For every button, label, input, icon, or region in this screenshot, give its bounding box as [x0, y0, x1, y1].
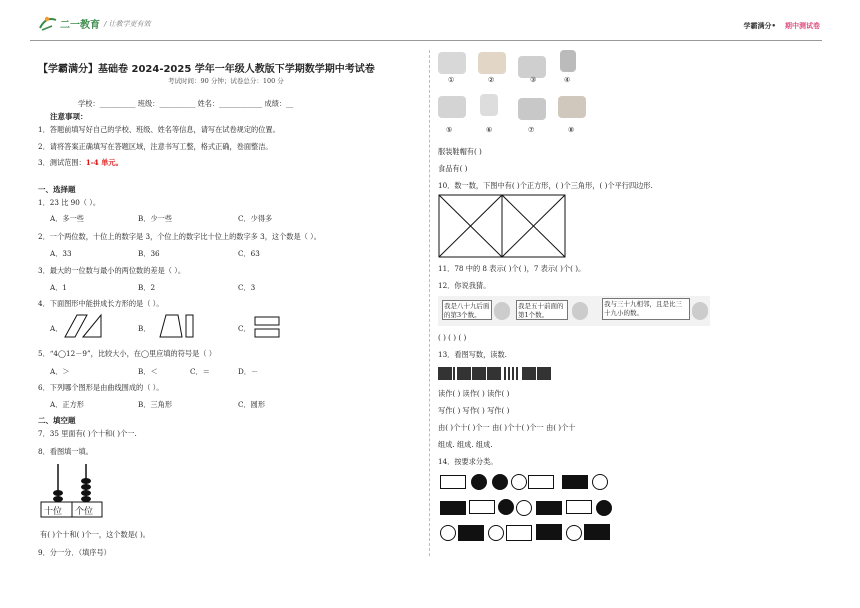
question-8: 8．看图填一填。: [38, 447, 93, 456]
brand-label: 学霸满分•: [743, 22, 776, 30]
speech-bubble: 我是五十前面的第1个数。: [516, 300, 568, 320]
circle-outline-icon: [488, 525, 504, 541]
notes-title: 注意事项：: [50, 112, 88, 121]
rectangle-outline-icon: [566, 500, 592, 514]
note-item: 2．请将答案正确填写在答题区域，注意书写工整，格式正确，卷面整洁。: [38, 142, 273, 151]
read-row: 读作( ) 读作( ) 读作( ): [438, 389, 510, 398]
rectangle-filled-icon: [458, 525, 484, 541]
option-b[interactable]: B．: [138, 324, 151, 333]
item-number: ⑤: [446, 126, 453, 134]
items-picture: [438, 50, 590, 142]
item-number: ③: [530, 76, 537, 84]
option-a[interactable]: A．＞: [50, 367, 70, 376]
option-b[interactable]: B．2: [138, 283, 156, 292]
student-fields[interactable]: 学校：__________ 班级：__________ 姓名：____________ 成绩：__: [78, 99, 294, 108]
circle-outline-icon: [516, 500, 532, 516]
option-c[interactable]: C．圆形: [238, 400, 266, 409]
option-a[interactable]: A．: [50, 324, 63, 333]
option-c[interactable]: C．＝: [190, 367, 210, 376]
animal-icon: [572, 302, 588, 320]
item-number: ⑧: [568, 126, 575, 134]
squares-triangles-figure: [438, 194, 568, 258]
section-title: 二、填空题: [38, 416, 76, 425]
option-b[interactable]: B．＜: [138, 367, 158, 376]
item-number: ①: [448, 76, 455, 84]
abacus-label-ones: 个位: [75, 507, 94, 517]
chicken-icon: [438, 96, 466, 118]
trapezoid-rectangle-icon: [156, 313, 196, 339]
option-d[interactable]: D．－: [238, 367, 259, 376]
option-c[interactable]: C．: [238, 324, 251, 333]
clothes-answer: 服装鞋帽有( ): [438, 147, 482, 156]
slogan: / 让教学更有效: [104, 20, 151, 28]
rectangle-filled-icon: [440, 501, 466, 515]
option-a[interactable]: A．正方形: [50, 400, 84, 409]
option-b[interactable]: B．少一些: [138, 214, 173, 223]
question-12-answers: ( ) ( ) ( ): [438, 333, 467, 342]
option-a[interactable]: A．1: [50, 283, 67, 292]
parallelogram-triangle-icon: [63, 313, 105, 339]
question-3: 3．最大的一位数与最小的两位数的差是（ ）。: [38, 266, 186, 275]
option-a[interactable]: A．33: [50, 249, 72, 258]
ice-cream-icon: [478, 52, 506, 74]
test-scope: 1-4 单元。: [85, 158, 123, 167]
hamburger-icon: [558, 96, 586, 118]
composition-row: 由( )个十( )个一 由( )个十( )个一 由( )个十: [438, 423, 576, 432]
abacus-label-tens: 十位: [44, 507, 63, 517]
question-11: 11．78 中的 8 表示( )个( )，7 表示( )个( )。: [438, 264, 586, 273]
logo-text: 二一教育: [60, 20, 100, 31]
question-14: 14．按要求分类。: [438, 457, 498, 466]
rectangle-filled-icon: [584, 524, 610, 540]
item-number: ②: [488, 76, 495, 84]
question-4: 4．下面图形中能拼成长方形的是（ ）。: [38, 299, 164, 308]
guess-picture: [438, 296, 710, 326]
question-2: 2．一个两位数，十位上的数字是 3，个位上的数字比十位上的数字多 3，这个数是（ ）。: [38, 232, 321, 241]
circle-filled-icon: [498, 499, 514, 515]
question-12: 12．你说我猜。: [438, 281, 491, 290]
question-8-answer: 有( )个十和( )个一，这个数是( )。: [40, 530, 150, 539]
item-number: ④: [564, 76, 571, 84]
circle-outline-icon: [511, 474, 527, 490]
food-answer: 食品有( ): [438, 164, 468, 173]
rectangle-outline-icon: [506, 525, 532, 541]
bottle-icon: [560, 50, 576, 72]
note-item: 3．测试范围：: [38, 158, 86, 167]
question-1: 1．23 比 90（ ）。: [38, 198, 101, 207]
circle-outline-icon: [566, 525, 582, 541]
exam-info: 考试时间：90 分钟；试卷总分：100 分: [168, 77, 284, 85]
option-b[interactable]: B．36: [138, 249, 160, 258]
question-9: 9．分一分．（填序号）: [38, 548, 111, 557]
question-5: 5．“4◯12－9”，比较大小，在◯里应填的符号是（ ）: [38, 349, 216, 358]
animal-icon: [692, 302, 708, 320]
question-7: 7．35 里面有( )个十和( )个一.: [38, 429, 137, 438]
option-c[interactable]: C．3: [238, 283, 256, 292]
option-a[interactable]: A．多一些: [50, 214, 84, 223]
animal-icon: [494, 302, 510, 320]
circle-outline-icon: [592, 474, 608, 490]
rectangle-outline-icon: [440, 475, 466, 489]
item-number: ⑦: [528, 126, 535, 134]
composition-row-2: 组成. 组成. 组成.: [438, 440, 493, 449]
rectangle-filled-icon: [562, 475, 588, 489]
circle-filled-icon: [471, 474, 487, 490]
speech-bubble: 我与三十九相邻，且是比三十九小的数。: [602, 298, 690, 320]
speech-bubble: 我是八十九后面的第3个数。: [442, 300, 492, 320]
circle-filled-icon: [492, 474, 508, 490]
item-number: ⑥: [486, 126, 493, 134]
paper-title: 【学霸满分】基础卷 2024-2025 学年一年级人教版下学期数学期中考试卷: [38, 64, 375, 75]
option-b[interactable]: B．三角形: [138, 400, 173, 409]
rectangle-filled-icon: [536, 524, 562, 540]
rectangle-outline-icon: [528, 475, 554, 489]
circle-filled-icon: [596, 500, 612, 516]
question-13: 13．看图写数，读数.: [438, 350, 507, 359]
note-item: 1．答题前填写好自己的学校、班级、姓名等信息，请写在试卷规定的位置。: [38, 125, 280, 134]
write-row: 写作( ) 写作( ) 写作( ): [438, 406, 510, 415]
two-rectangles-icon: [254, 315, 282, 339]
dress-icon: [480, 94, 498, 116]
classify-shapes: [438, 472, 618, 544]
hat-icon: [518, 98, 546, 120]
question-6: 6．下列哪个图形是由曲线围成的（ ）。: [38, 383, 164, 392]
circle-outline-icon: [440, 525, 456, 541]
option-c[interactable]: C．63: [238, 249, 260, 258]
rectangle-filled-icon: [536, 501, 562, 515]
section-title: 一、选择题: [38, 185, 76, 194]
header-divider: [30, 40, 822, 41]
boots-icon: [518, 56, 546, 78]
counting-sticks-icon: [438, 366, 560, 382]
column-divider: [429, 50, 430, 556]
option-c[interactable]: C．少得多: [238, 214, 273, 223]
exam-type-label: 期中测试卷: [785, 22, 820, 30]
question-10: 10．数一数，下图中有( )个正方形，( )个三角形，( )个平行四边形.: [438, 181, 653, 190]
rectangle-outline-icon: [469, 500, 495, 514]
shirt-icon: [438, 52, 466, 74]
